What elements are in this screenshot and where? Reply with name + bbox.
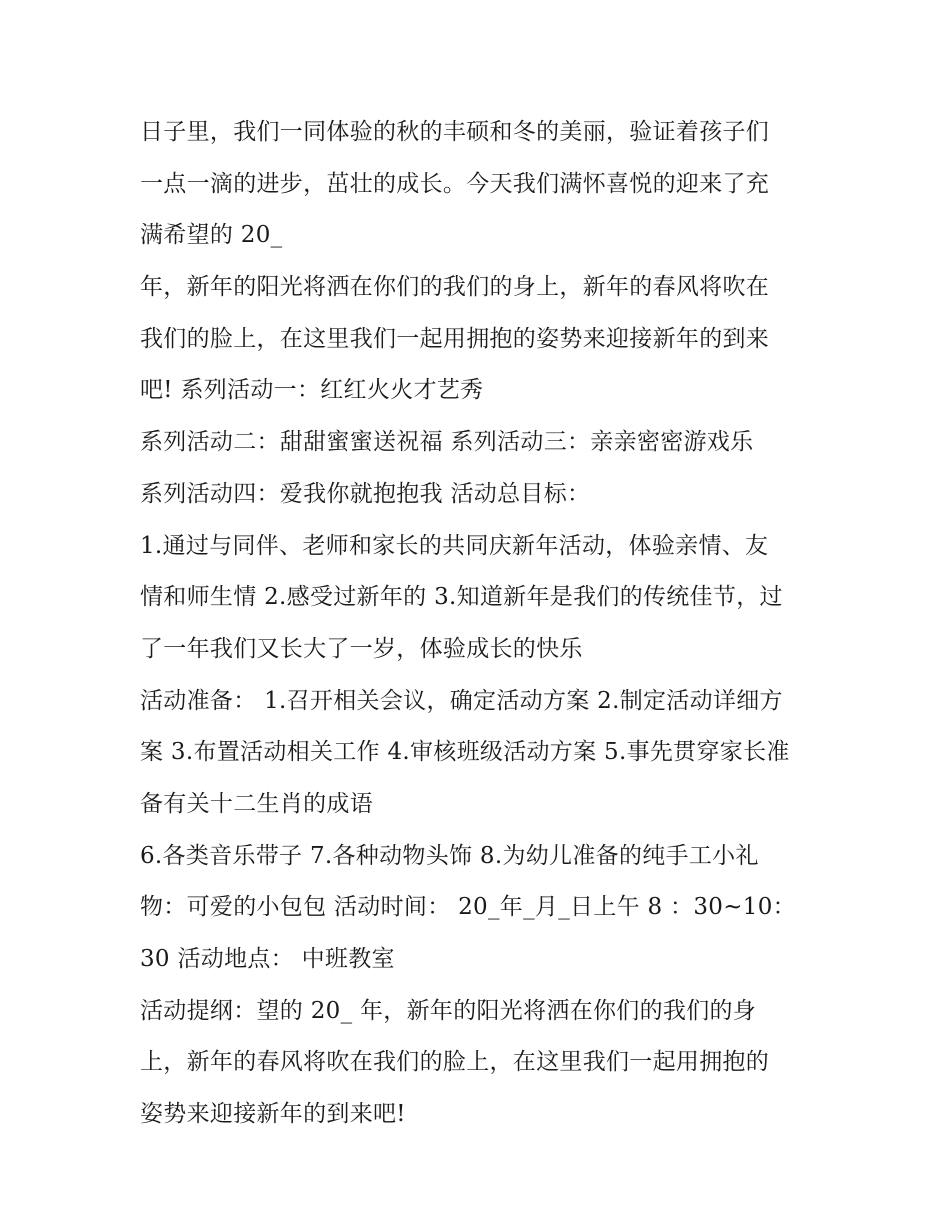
text-line: 情和师生情 2.感受过新年的 3.知道新年是我们的传统佳节，过: [140, 584, 783, 611]
body-text: [140, 107, 820, 1141]
text-line: 案 3.布置活动相关工作 4.审核班级活动方案 5.事先贯穿家长准: [140, 739, 790, 766]
text-line: 日子里，我们一同体验的秋的丰硕和冬的美丽，验证着孩子们: [140, 119, 770, 145]
text-line: 6.各类音乐带子 7.各种动物头饰 8.为幼儿准备的纯手工小礼: [140, 842, 759, 869]
text-line: 上，新年的春风将吹在我们的脸上，在这里我们一起用拥抱的: [140, 1049, 770, 1076]
text-line: 我们的脸上，在这里我们一起用拥抱的姿势来迎接新年的到来: [140, 325, 770, 352]
text-line: 一点一滴的进步，茁壮的成长。今天我们满怀喜悦的迎来了充: [140, 170, 770, 197]
text-line: 活动准备： 1.召开相关会议，确定活动方案 2.制定活动详细方: [140, 687, 783, 714]
text-line: 活动提纲：望的 20_ 年，新年的阳光将洒在你们的我们的身: [140, 997, 757, 1024]
text-line: 吧! 系列活动一：红红火火才艺秀: [140, 377, 484, 404]
text-line: 物：可爱的小包包 活动时间： 20_年_月_日上午 8 ：30~10：: [140, 894, 796, 921]
text-line: 备有关十二生肖的成语: [140, 790, 373, 817]
text-line: 系列活动二：甜甜蜜蜜送祝福 系列活动三：亲亲密密游戏乐: [140, 429, 754, 456]
text-line: 系列活动四：爱我你就抱抱我 活动总目标：: [140, 480, 591, 507]
text-line: 30 活动地点： 中班教室: [140, 946, 395, 972]
text-line: 了一年我们又长大了一岁，体验成长的快乐: [140, 635, 583, 662]
text-line: 姿势来迎接新年的到来吧!: [140, 1101, 406, 1128]
text-line: 1.通过与同伴、老师和家长的共同庆新年活动，体验亲情、友: [140, 532, 769, 559]
text-line: 年，新年的阳光将洒在你们的我们的身上，新年的春风将吹在: [140, 274, 770, 301]
text-line: 满希望的 20_: [140, 222, 283, 249]
